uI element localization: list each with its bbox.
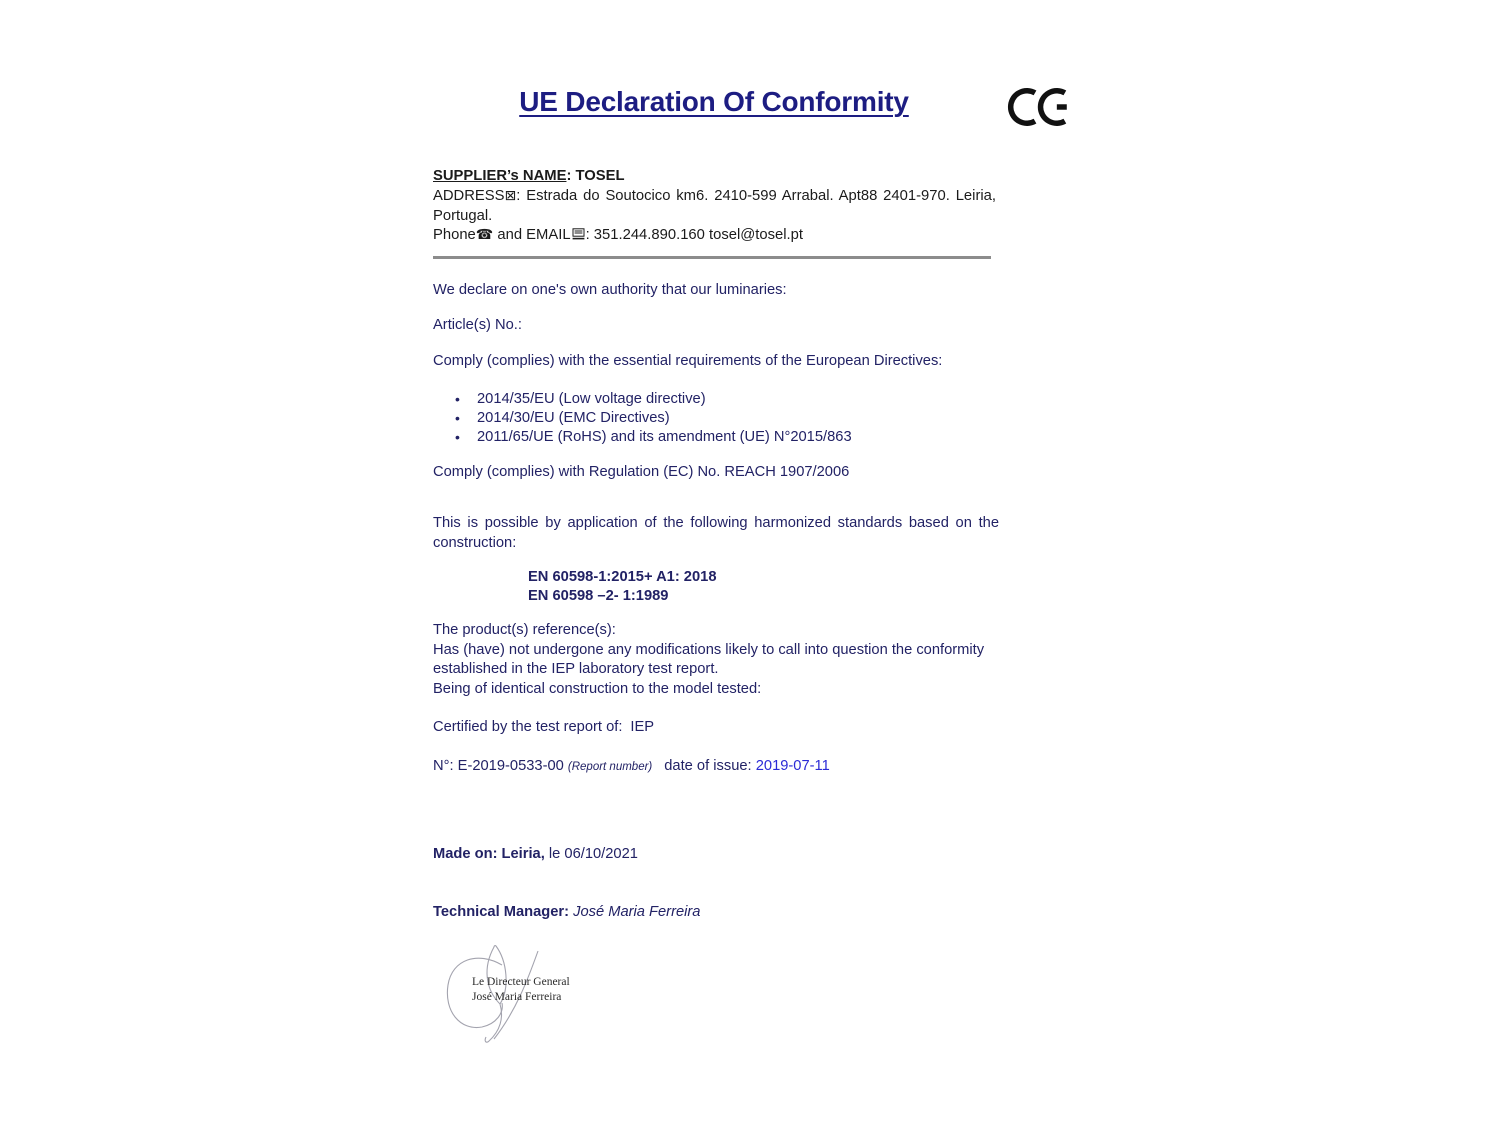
page-title: UE Declaration Of Conformity: [519, 86, 909, 117]
product-reference-block: [433, 621, 999, 699]
standards-list: [433, 568, 999, 605]
certified-by-value: IEP: [630, 719, 655, 735]
technical-manager-label: Technical Manager:: [433, 904, 570, 920]
date-of-issue-label: date of issue:: [664, 758, 752, 774]
supplier-contact-line: [433, 226, 996, 246]
certified-by-label: Certified by the test report of:: [433, 719, 623, 735]
directive-text: 2014/35/EU (Low voltage directive): [477, 391, 706, 407]
email-label: and EMAIL: [493, 227, 571, 244]
phone-label: Phone: [433, 227, 476, 244]
standard-line: EN 60598-1:2015+ A1: 2018: [528, 569, 717, 585]
supplier-block: [433, 167, 996, 246]
contact-value: : 351.244.890.160 tosel@tosel.pt: [585, 227, 803, 244]
report-number: N°: E-2019-0533-00: [433, 758, 564, 774]
product-reference-line: The product(s) reference(s):: [433, 622, 616, 638]
harmonized-standards-intro: This is possible by application of the following harmonized standards based on the construction:: [433, 515, 999, 551]
made-on-value: le 06/10/2021: [544, 846, 638, 862]
ce-mark-icon: [1005, 84, 1073, 130]
technical-manager-line: [433, 903, 999, 923]
report-number-line: [433, 757, 999, 778]
address-label: ADDRESS: [433, 187, 505, 204]
list-item-directive: [433, 428, 999, 447]
supplier-name-line: [433, 167, 996, 187]
comply-directives-line: Comply (complies) with the essential requirements of the European Directives:: [433, 353, 943, 369]
phone-icon: ☎: [475, 227, 494, 244]
technical-manager-value: José Maria Ferreira: [573, 904, 701, 920]
date-of-issue-value: 2019-07-11: [755, 758, 830, 774]
directives-list: [433, 390, 999, 448]
articles-line: Article(s) No.:: [433, 317, 522, 333]
signature-text: [472, 975, 570, 1005]
envelope-icon: ⊠: [504, 187, 517, 204]
address-value: : Estrada do Soutocico km6. 2410-599 Arrabal. Apt88 2401-970. Leiria, Portugal.: [433, 187, 996, 224]
list-item-directive: [433, 409, 999, 428]
signature-title: Le Directeur General: [472, 976, 570, 988]
supplier-address-line: [433, 187, 996, 227]
list-item-directive: [433, 390, 999, 409]
signature-block: [440, 941, 600, 1061]
supplier-name-value: : TOSEL: [566, 168, 625, 184]
comply-reach-line: Comply (complies) with Regulation (EC) No. REACH 1907/2006: [433, 464, 850, 480]
made-on-line: [433, 845, 999, 865]
certified-by-line: [433, 718, 999, 738]
declaration-statement: We declare on one's own authority that our luminaries:: [433, 282, 787, 298]
signature-name: José Maria Ferreira: [472, 991, 562, 1003]
no-modifications-line: Has (have) not undergone any modifications likely to call into question the conformity established in the IEP laboratory test report.: [433, 641, 985, 678]
report-number-note: (Report number): [567, 761, 653, 773]
directive-text: 2014/30/EU (EMC Directives): [477, 410, 670, 427]
computer-icon: [572, 228, 585, 240]
made-on-label: Made on: Leiria,: [433, 846, 545, 862]
supplier-name-label: SUPPLIER’s NAME: [433, 168, 567, 184]
horizontal-divider: [433, 256, 991, 259]
standard-line: EN 60598 –2- 1:1989: [528, 587, 669, 604]
directive-text: 2011/65/UE (RoHS) and its amendment (UE) N°2015/863: [477, 429, 852, 446]
identical-construction-line: Being of identical construction to the model tested:: [433, 680, 762, 697]
ce-mark-logo: [1005, 84, 1073, 135]
